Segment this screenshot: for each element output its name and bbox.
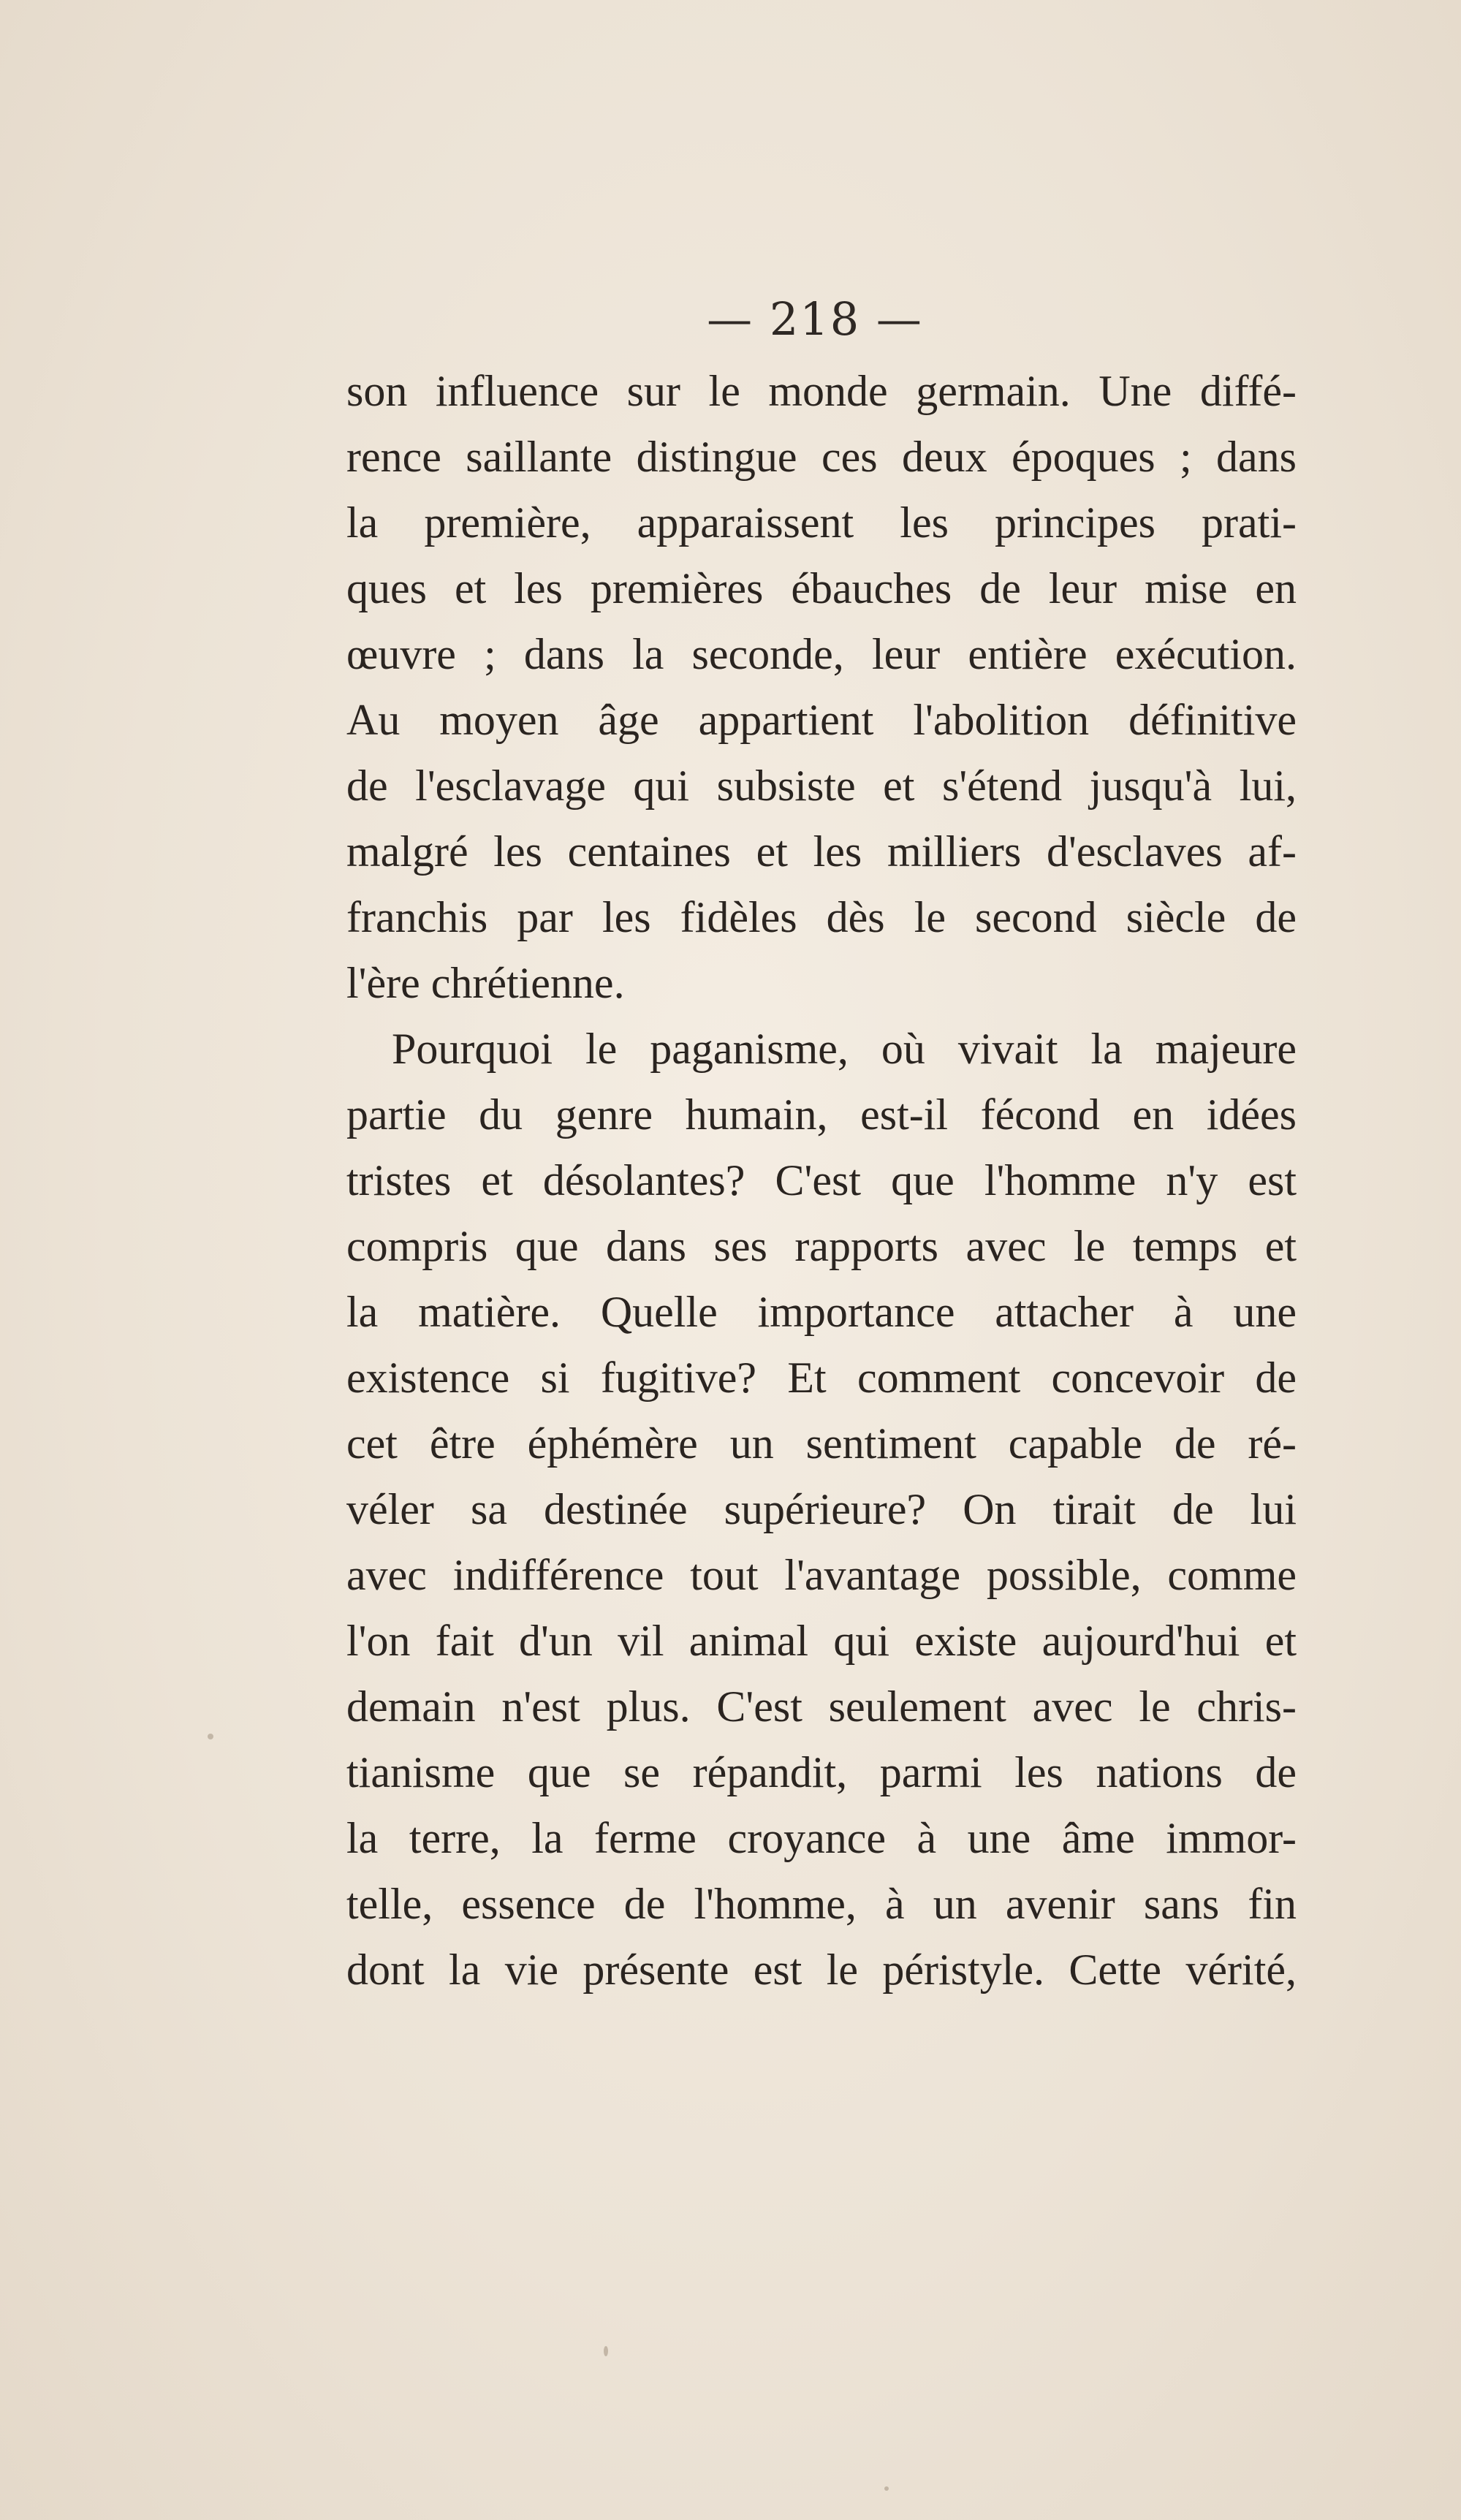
text-line: tianisme que se répandit, parmi les nations de (346, 1748, 1297, 1796)
text-line: franchis par les fidèles dès le second siècle de (346, 893, 1297, 941)
text-line: son influence sur le monde germain. Une diffé- (346, 367, 1297, 415)
text-line: compris que dans ses rapports avec le temps et (346, 1222, 1297, 1270)
text-line: la terre, la ferme croyance à une âme immor- (346, 1814, 1297, 1862)
text-line: avec indifférence tout l'avantage possible, comme (346, 1551, 1297, 1599)
paper-speck (208, 1734, 213, 1739)
text-line: Au moyen âge appartient l'abolition définitive (346, 696, 1297, 744)
text-line: la matière. Quelle importance attacher à une (346, 1288, 1297, 1336)
paper-speck (604, 2346, 608, 2356)
text-line: ques et les premières ébauches de leur mise en (346, 564, 1297, 612)
text-line: dont la vie présente est le péristyle. Cette vérité, (346, 1946, 1297, 1994)
text-line: malgré les centaines et les milliers d'esclaves af- (346, 827, 1297, 876)
page-number: — 218 — (707, 292, 923, 346)
text-line: cet être éphémère un sentiment capable de ré- (346, 1419, 1297, 1468)
text-line: partie du genre humain, est-il fécond en idées (346, 1090, 1297, 1139)
text-line: telle, essence de l'homme, à un avenir sans fin (346, 1880, 1297, 1928)
text-line: l'ère chrétienne. (346, 959, 625, 1007)
text-line: de l'esclavage qui subsiste et s'étend jusqu'à lui, (346, 762, 1297, 810)
text-line: l'on fait d'un vil animal qui existe aujourd'hui et (346, 1617, 1297, 1665)
text-line: Pourquoi le paganisme, où vivait la majeure (392, 1025, 1297, 1073)
body-text (346, 358, 1297, 2003)
text-line: œuvre ; dans la seconde, leur entière exécution. (346, 630, 1297, 678)
text-line: tristes et désolantes? C'est que l'homme n'y est (346, 1156, 1297, 1204)
paper-speck (884, 2486, 889, 2491)
text-line: existence si fugitive? Et comment concevoir de (346, 1354, 1297, 1402)
text-line: véler sa destinée supérieure? On tirait de lui (346, 1485, 1297, 1533)
text-line: rence saillante distingue ces deux époques ; dans (346, 433, 1297, 481)
text-line: demain n'est plus. C'est seulement avec le chris- (346, 1682, 1297, 1731)
text-line: la première, apparaissent les principes prati- (346, 498, 1297, 547)
